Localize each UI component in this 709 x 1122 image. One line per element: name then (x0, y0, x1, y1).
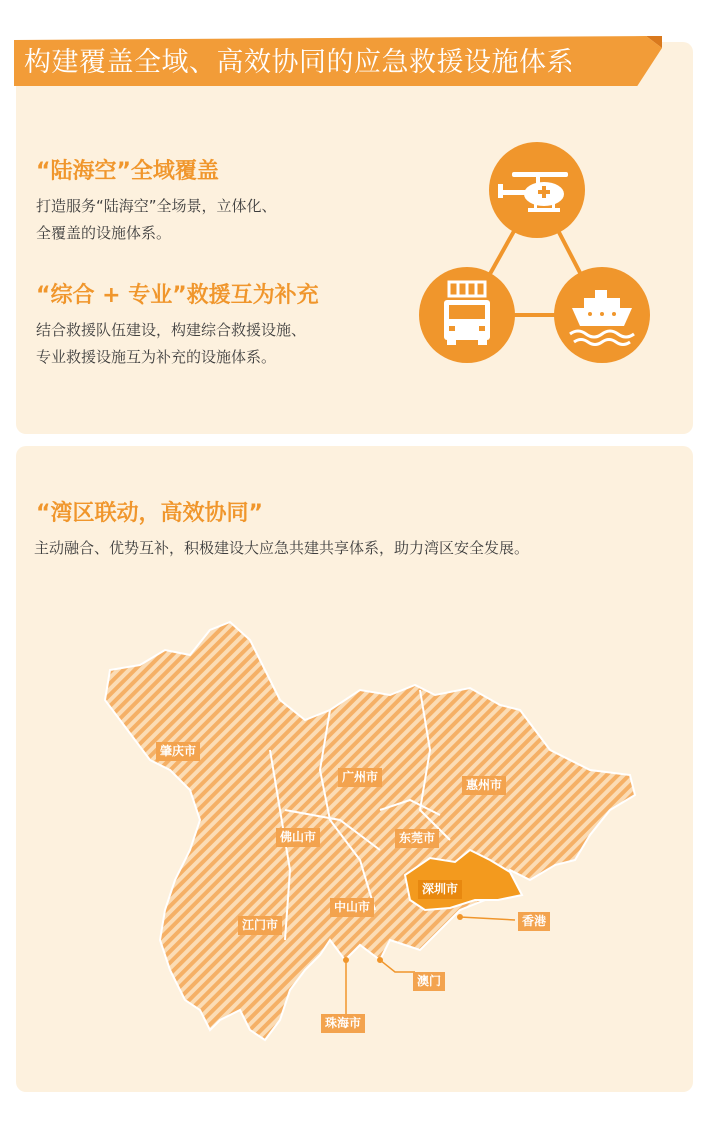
section-text-line: 主动融合、优势互补，积极建设大应急共建共享体系，助力湾区安全发展。 (34, 539, 530, 557)
bay-area-map (90, 610, 650, 1064)
city-label-zhaoqing: 肇庆市 (156, 742, 200, 761)
ship-icon (554, 267, 650, 363)
page-title: 构建覆盖全域、高效协同的应急救援设施体系 (24, 47, 574, 78)
city-label-hongkong: 香港 (518, 912, 550, 931)
section-heading-bay-area: “湾区联动，高效协同” (36, 501, 263, 526)
city-label-dongguan: 东莞市 (395, 829, 439, 848)
city-label-zhuhai: 珠海市 (321, 1014, 365, 1033)
section-heading-land-sea-air: “陆海空”全域覆盖 (36, 159, 219, 184)
section-text-line: 打造服务“陆海空”全场景，立体化、 (36, 197, 277, 215)
title-banner (14, 28, 662, 86)
city-label-guangzhou: 广州市 (338, 768, 382, 787)
helicopter-icon (489, 142, 585, 238)
rescue-icon-group (412, 140, 662, 374)
section-text-line: 全覆盖的设施体系。 (36, 224, 172, 242)
city-label-huizhou: 惠州市 (462, 776, 506, 795)
city-label-macau: 澳门 (413, 972, 445, 991)
city-label-jiangmen: 江门市 (238, 916, 282, 935)
city-label-shenzhen: 深圳市 (418, 880, 462, 899)
section-text-line: 专业救援设施互为补充的设施体系。 (36, 348, 277, 366)
section-text-line: 结合救援队伍建设，构建综合救援设施、 (36, 321, 307, 339)
city-label-foshan: 佛山市 (276, 828, 320, 847)
fire-truck-icon (419, 267, 515, 363)
section-heading-comprehensive: “综合 + 专业”救援互为补充 (36, 283, 319, 308)
city-label-zhongshan: 中山市 (330, 898, 374, 917)
